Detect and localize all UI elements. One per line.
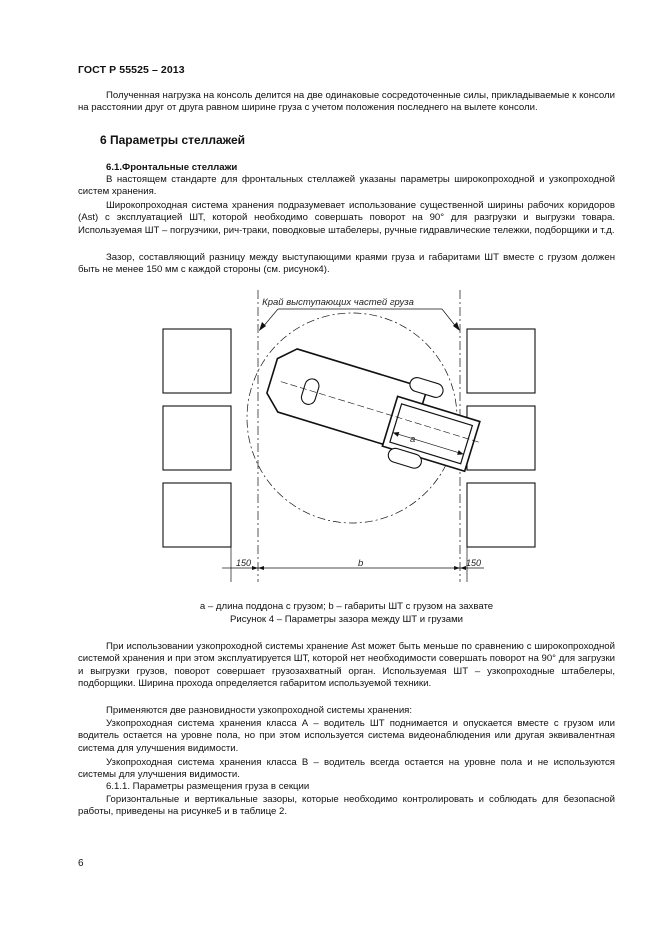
- paragraph-systems: В настоящем стандарте для фронтальных стеллажей указаны параметры широкопроходной и узкопроходной систем хранения.: [78, 174, 615, 198]
- paragraph-wide-aisle: Широкопроходная система хранения подразумевает использование существенной ширины рабочих коридоров (Ast) с эксплуатацией ШТ, которой необходимо совершать поворот на 90° для разгрузки и выгрузки товара. Используемая ШТ – погрузчики, рич-траки, поводковые штабелеры, ручные гидравлические тележки, подборщики и т.д.: [78, 200, 615, 236]
- figure-caption-title: Рисунок 4 – Параметры зазора между ШТ и грузами: [229, 614, 464, 625]
- edge-arrowhead-left: [259, 322, 266, 331]
- subsection-title: 6.1.Фронтальные стеллажи: [106, 162, 238, 173]
- rack-left-top: [163, 329, 231, 393]
- paragraph-class-a: Узкопроходная система хранения класса А – водитель ШТ поднимается и опускается вместе с грузом или водитель остается на уровне пола, но при этом используется система видеонаблюдения или другая эквивалентная система для улучшения видимости.: [78, 718, 615, 754]
- intro-paragraph: Полученная нагрузка на консоль делится на две одинаковые сосредоточенные силы, прикладываемые к консоли на расстоянии друг от друга равном ширине груза с учетом положения последнего на вылете консоли.: [78, 90, 615, 114]
- edge-arrowhead-right: [453, 322, 460, 331]
- paragraph-narrow-aisle: При использовании узкопроходной системы хранение Ast может быть меньше по сравнению с широкопроходной системой хранения и при этом эксплуатируется ШТ, которой нет необходимости совершать поворот на 90° для загрузки и выгрузки грузов, поворот совершает грузозахватный орган. Используемая ШТ – узкопроходные штабелеры, подборщики. Ширина прохода определяется габаритом используемой техники.: [78, 641, 615, 690]
- document-header: ГОСТ Р 55525 – 2013: [78, 64, 185, 76]
- figure-caption-legend: a – длина поддона с грузом; b – габариты ШТ с грузом на захвате: [199, 601, 494, 612]
- dim-arrow-3: [454, 566, 460, 570]
- rack-right-bottom: [467, 483, 535, 547]
- dimension-right-label: 150: [466, 558, 482, 568]
- rack-left-bottom: [163, 483, 231, 547]
- paragraph-subsection-611: 6.1.1. Параметры размещения груза в секции: [106, 781, 310, 792]
- forklift-outline: [258, 337, 494, 485]
- figure-clearance-diagram: [150, 278, 550, 588]
- page-number: 6: [78, 858, 84, 869]
- rack-right-top: [467, 329, 535, 393]
- dimension-left-label: 150: [236, 558, 252, 568]
- paragraph-clearance: Зазор, составляющий разницу между выступающими краями груза и габаритами ШТ вместе с грузом должен быть не менее 150 мм с каждой стороны (см. рисунок4).: [78, 252, 615, 276]
- dimension-a-label: a: [410, 434, 416, 445]
- edge-label: Край выступающих частей груза: [262, 297, 414, 308]
- rack-right-middle: [467, 406, 535, 470]
- dim-arrow-2: [258, 566, 264, 570]
- dim-arrow-1: [252, 566, 258, 570]
- section-title: 6 Параметры стеллажей: [100, 133, 246, 147]
- paragraph-clearances: Горизонтальные и вертикальные зазоры, которые необходимо контролировать и соблюдать для безопасной работы, приведены на рисунке5 и в таблице 2.: [78, 794, 615, 818]
- dimension-b-label: b: [358, 558, 364, 569]
- paragraph-class-b: Узкопроходная система хранения класса В – водитель всегда остается на уровне пола и не используются системы для улучшения видимости.: [78, 757, 615, 781]
- rack-left-middle: [163, 406, 231, 470]
- paragraph-two-types: Применяются две разновидности узкопроходной системы хранения:: [106, 705, 413, 716]
